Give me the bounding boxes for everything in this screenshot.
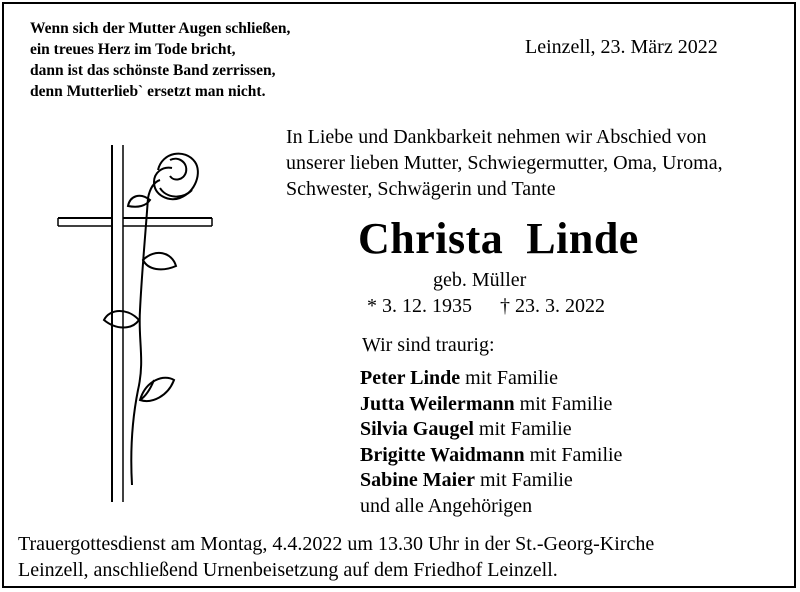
mourner-suffix: mit Familie (514, 392, 613, 415)
rose-icon (104, 154, 198, 485)
mourner-row (360, 392, 622, 418)
life-dates (367, 295, 605, 318)
deceased-name: Christa Linde (358, 214, 639, 263)
mourner-name: Brigitte Waidmann (360, 443, 525, 466)
poem (30, 18, 290, 102)
mourning-intro: Wir sind traurig: (362, 334, 495, 356)
mourner-suffix: mit Familie (475, 469, 573, 491)
service-line: Trauergottesdienst am Montag, 4.4.2022 um 13.30 Uhr in der St.-Georg-Kirche (18, 533, 655, 555)
mourner-name: Silvia Gaugel (360, 418, 474, 440)
mourner-row (360, 443, 622, 469)
poem-line: Wenn sich der Mutter Augen schließen, (30, 20, 291, 37)
mourners-list (360, 366, 622, 519)
place-date: Leinzell, 23. März 2022 (525, 36, 718, 58)
mourner-name: Sabine Maier (360, 469, 475, 491)
mourners-closing: und alle Angehörigen (360, 494, 533, 517)
poem-line: denn Mutterlieb` ersetzt man nicht. (30, 83, 266, 100)
intro-line: unserer lieben Mutter, Schwiegermutter, Oma, Uroma, (286, 152, 723, 174)
mourner-suffix: mit Familie (473, 418, 572, 440)
mourner-row (360, 468, 622, 494)
mourner-name: Jutta Weilermann (360, 392, 515, 415)
poem-line: ein treues Herz im Tode bricht, (30, 41, 236, 58)
mourner-suffix: mit Familie (460, 367, 558, 389)
intro-line: In Liebe und Dankbarkeit nehmen wir Abschied von (286, 126, 707, 148)
service-line: Leinzell, anschließend Urnenbeisetzung auf dem Friedhof Leinzell. (18, 559, 558, 581)
intro-text (286, 124, 723, 202)
mourner-suffix: mit Familie (524, 443, 623, 466)
cross-and-rose-illustration (50, 140, 230, 510)
intro-line: Schwester, Schwägerin und Tante (286, 178, 556, 200)
mourner-row (360, 366, 622, 392)
mourner-row (360, 417, 622, 443)
poem-line: dann ist das schönste Band zerrissen, (30, 62, 276, 79)
service-info (18, 531, 654, 583)
mourner-name: Peter Linde (360, 367, 461, 389)
death-date: † 23. 3. 2022 (500, 295, 605, 317)
maiden-name: geb. Müller (433, 269, 527, 291)
birth-date: * 3. 12. 1935 (367, 295, 472, 317)
